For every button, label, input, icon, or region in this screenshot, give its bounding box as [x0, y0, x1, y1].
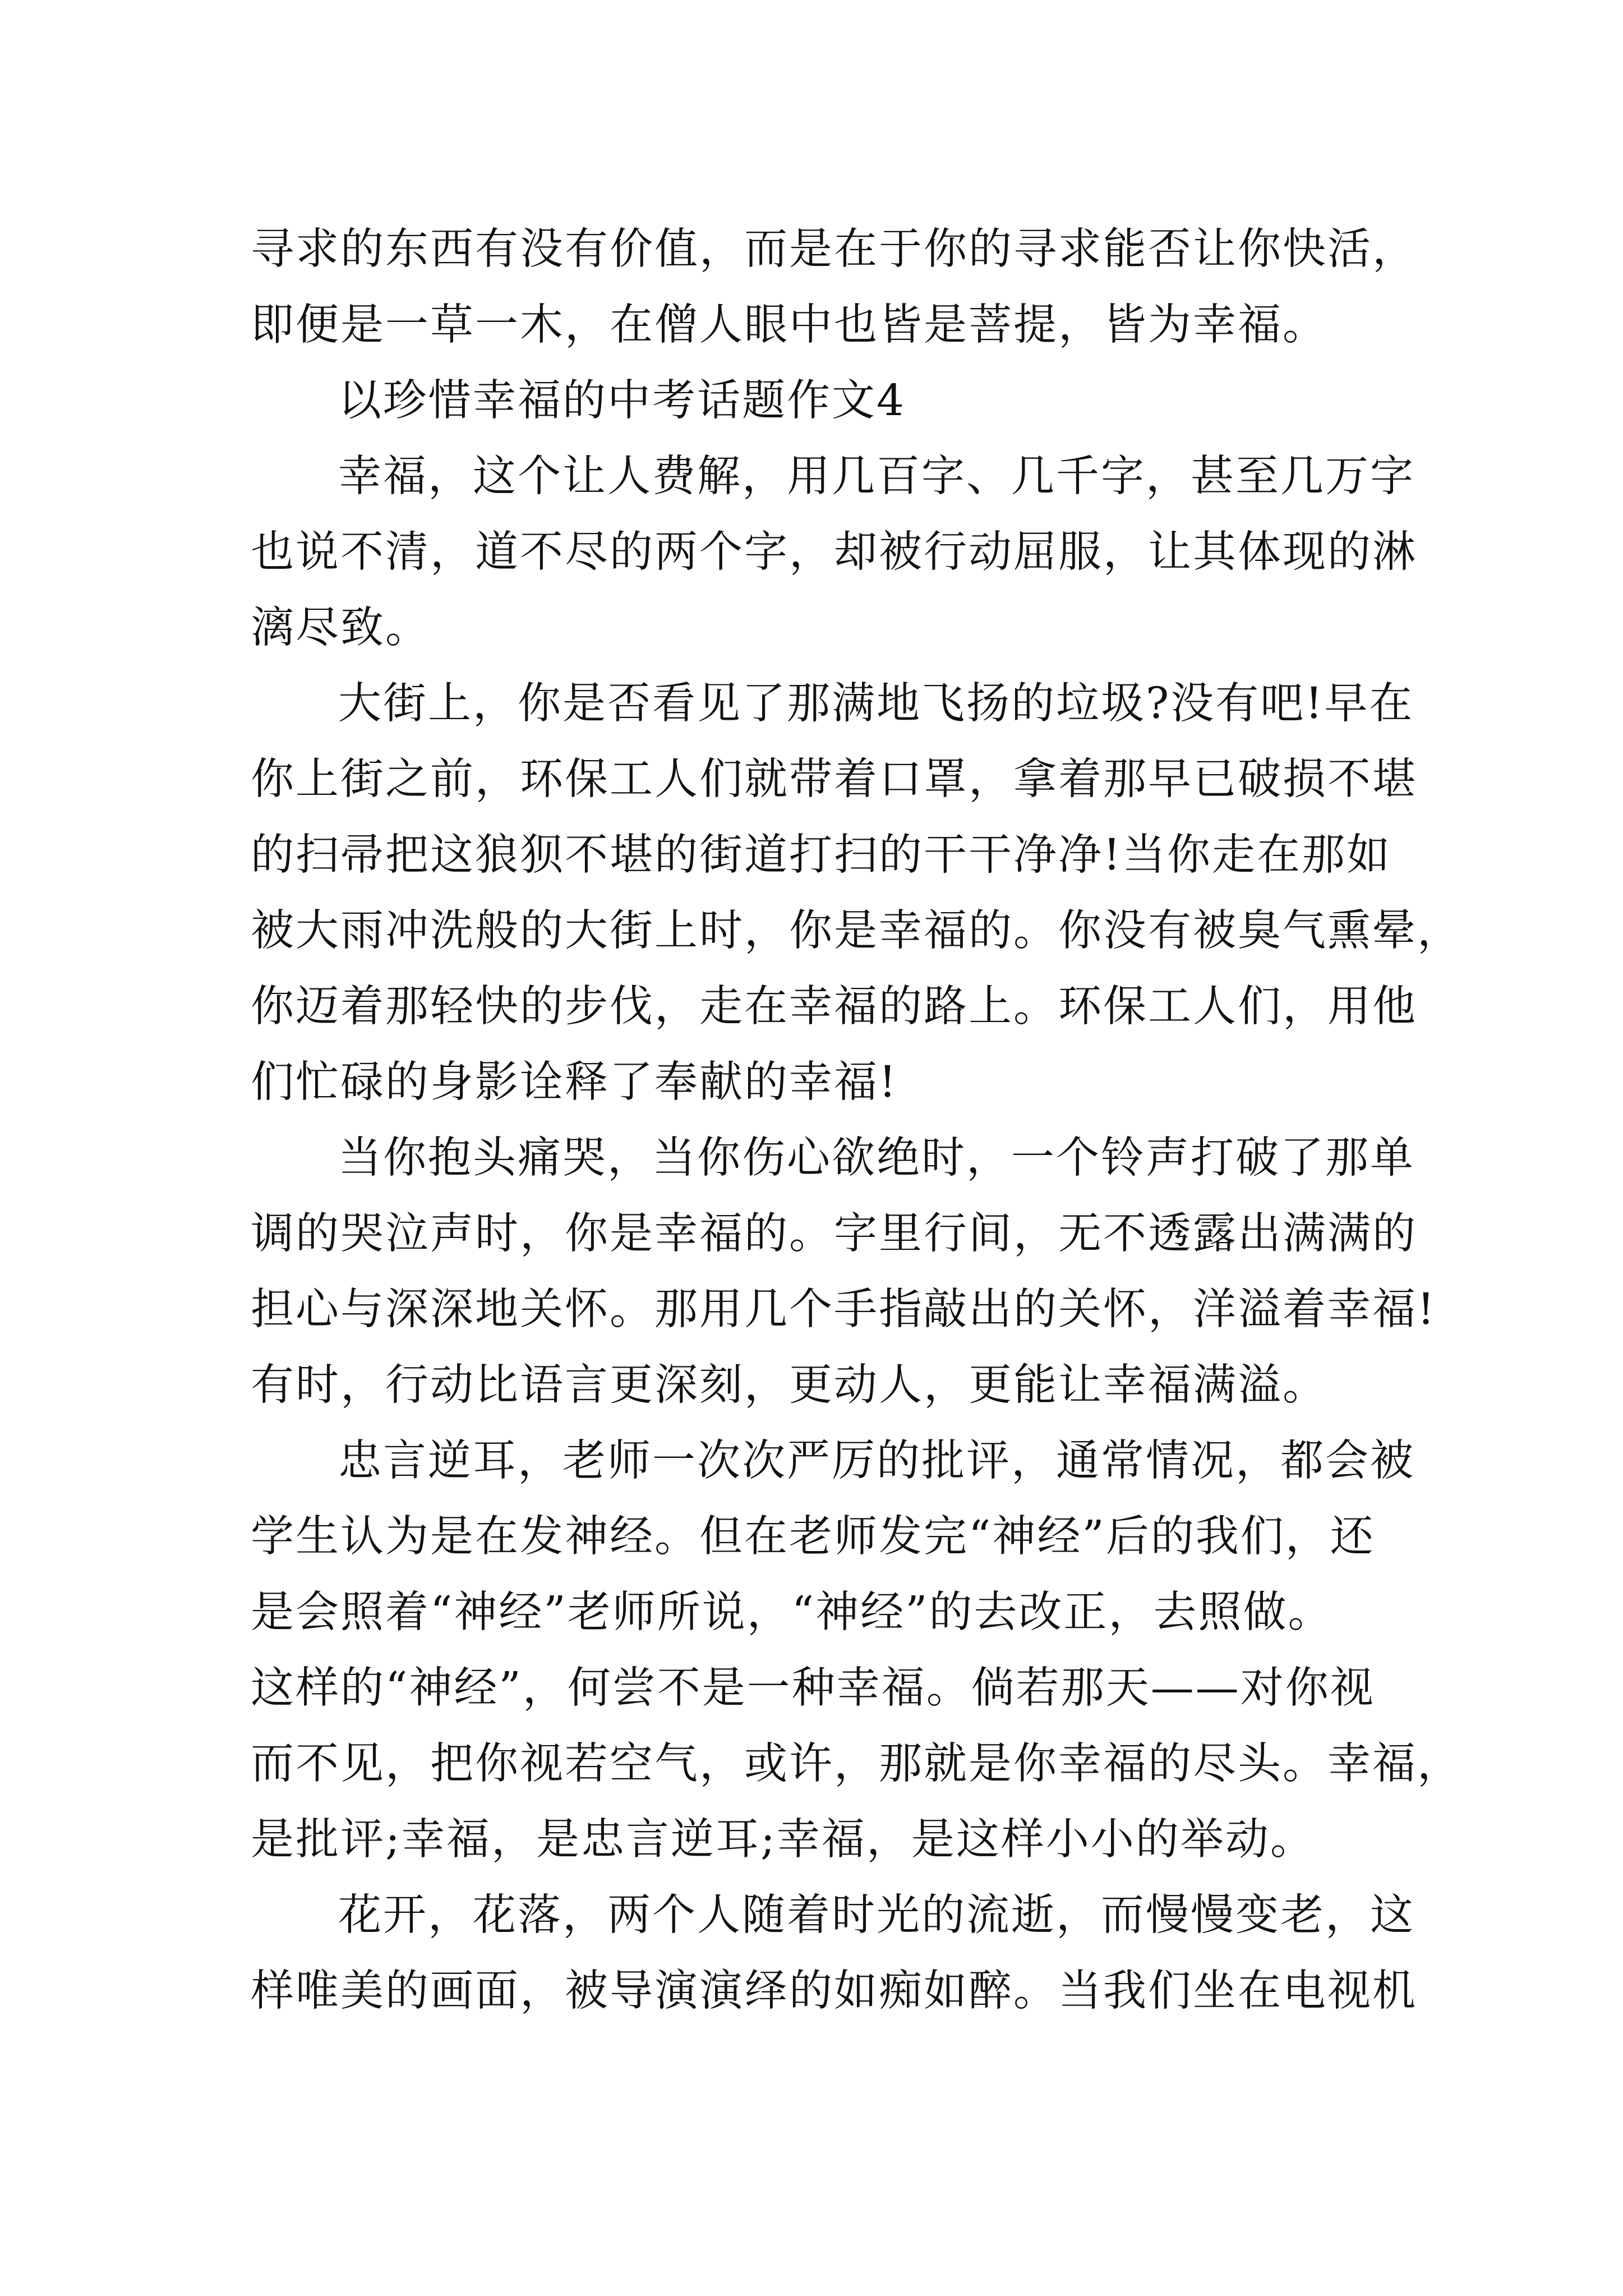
text-line: 你上街之前，环保工人们就带着口罩，拿着那早已破损不堪 [251, 754, 1417, 804]
text-line: 你迈着那轻快的步伐，走在幸福的路上。环保工人们，用他 [251, 982, 1417, 1032]
text-line: 这样的“神经”，何尝不是一种幸福。倘若那天——对你视 [251, 1663, 1375, 1713]
text-line: 寻求的东西有没有价值，而是在于你的寻求能否让你快活， [251, 224, 1417, 274]
text-line: 被大雨冲洗般的大街上时，你是幸福的。你没有被臭气熏晕， [251, 906, 1462, 956]
text-line: 也说不清，道不尽的两个字，却被行动屈服，让其体现的淋 [251, 527, 1417, 577]
section-heading: 以珍惜幸福的中考话题作文4 [338, 376, 906, 426]
text-line: 有时，行动比语言更深刻，更动人，更能让幸福满溢。 [251, 1360, 1327, 1410]
text-line: 样唯美的画面，被导演演绎的如痴如醉。当我们坐在电视机 [251, 1966, 1417, 2016]
text-line: 是批评;幸福，是忠言逆耳;幸福，是这样小小的举动。 [251, 1815, 1315, 1865]
text-line: 担心与深深地关怀。那用几个手指敲出的关怀，洋溢着幸福! [251, 1285, 1436, 1335]
text-line: 学生认为是在发神经。但在老师发完“神经”后的我们，还 [251, 1512, 1375, 1562]
text-line: 忠言逆耳，老师一次次严厉的批评，通常情况，都会被 [338, 1436, 1415, 1486]
text-line: 调的哭泣声时，你是幸福的。字里行间，无不透露出满满的 [251, 1209, 1417, 1259]
text-line: 们忙碌的身影诠释了奉献的幸福! [251, 1057, 898, 1107]
text-line: 幸福，这个让人费解，用几百字、几千字，甚至几万字 [338, 452, 1415, 501]
text-line: 是会照着“神经”老师所说，“神经”的去改正，去照做。 [251, 1588, 1333, 1637]
text-line: 当你抱头痛哭，当你伤心欲绝时，一个铃声打破了那单 [338, 1133, 1415, 1183]
text-line: 大街上，你是否看见了那满地飞扬的垃圾?没有吧!早在 [338, 679, 1414, 729]
text-line: 的扫帚把这狼狈不堪的街道打扫的干干净净!当你走在那如 [251, 830, 1391, 880]
text-line: 漓尽致。 [251, 603, 430, 653]
text-line: 即便是一草一木，在僧人眼中也皆是菩提，皆为幸福。 [251, 300, 1327, 350]
text-line: 花开，花落，两个人随着时光的流逝，而慢慢变老，这 [338, 1890, 1415, 1940]
text-line: 而不见，把你视若空气，或许，那就是你幸福的尽头。幸福， [251, 1739, 1462, 1789]
